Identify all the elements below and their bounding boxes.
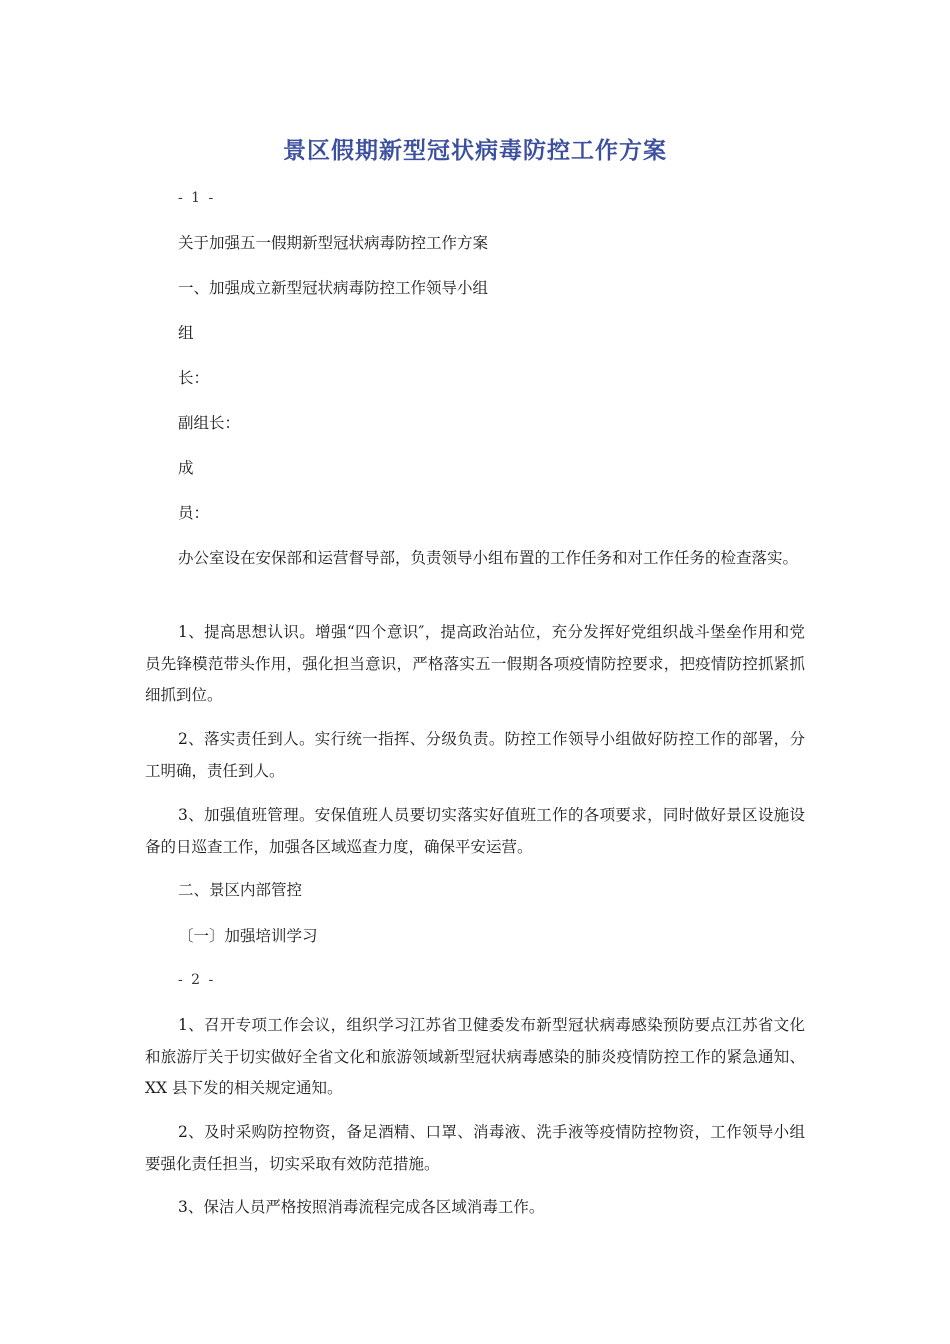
section1-heading: 一、加强成立新型冠状病毒防控工作领导小组 (178, 279, 489, 297)
document-title: 景区假期新型冠状病毒防控工作方案 (283, 138, 667, 164)
subsection1-heading: 〔一〕加强培训学习 (178, 927, 318, 945)
item-3-paragraph: 3、加强值班管理。安保值班人员要切实落实好值班工作的各项要求，同时做好景区设施设备的日巡查工作，加强各区域巡查力度，确保平安运营。 (145, 806, 805, 856)
document-subtitle: 关于加强五一假期新型冠状病毒防控工作方案 (178, 234, 489, 252)
member-label-part2: 员： (178, 504, 210, 522)
item-2-paragraph: 2、落实责任到人。实行统一指挥、分级负责。防控工作领导小组做好防控工作的部署，分工明确，责任到人。 (145, 730, 805, 780)
sub-item-3-paragraph: 3、保洁人员严格按照消毒流程完成各区域消毒工作。 (178, 1198, 545, 1216)
sub-item-1-paragraph: 1、召开专项工作会议，组织学习江苏省卫健委发布新型冠状病毒感染预防要点江苏省文化和旅游厅关于切实做好全省文化和旅游领域新型冠状病毒感染的肺炎疫情防控工作的紧急通知、XX 县下发的相关规定通知。 (145, 1016, 805, 1097)
member-label-part1: 成 (178, 459, 194, 477)
sub-item-2-paragraph: 2、及时采购防控物资，备足酒精、口罩、消毒液、洗手液等疫情防控物资，工作领导小组要强化责任担当，切实采取有效防范措施。 (145, 1123, 805, 1173)
deputy-leader-label: 副组长： (178, 414, 241, 432)
item-1-paragraph: 1、提高思想认识。增强“四个意识″，提高政治站位，充分发挥好党组织战斗堡垒作用和党员先锋模范带头作用，强化担当意识，严格落实五一假期各项疫情防控要求，把疫情防控抓紧抓细抓到位。 (145, 623, 805, 704)
leader-label-part2: 长： (178, 369, 210, 387)
page-marker-1: - 1 - (178, 190, 216, 206)
page-marker-2: - 2 - (178, 972, 216, 988)
office-paragraph: 办公室设在安保部和运营督导部，负责领导小组布置的工作任务和对工作任务的检查落实。 (178, 549, 799, 567)
section2-heading: 二、景区内部管控 (178, 881, 303, 899)
leader-label-part1: 组 (178, 324, 194, 342)
